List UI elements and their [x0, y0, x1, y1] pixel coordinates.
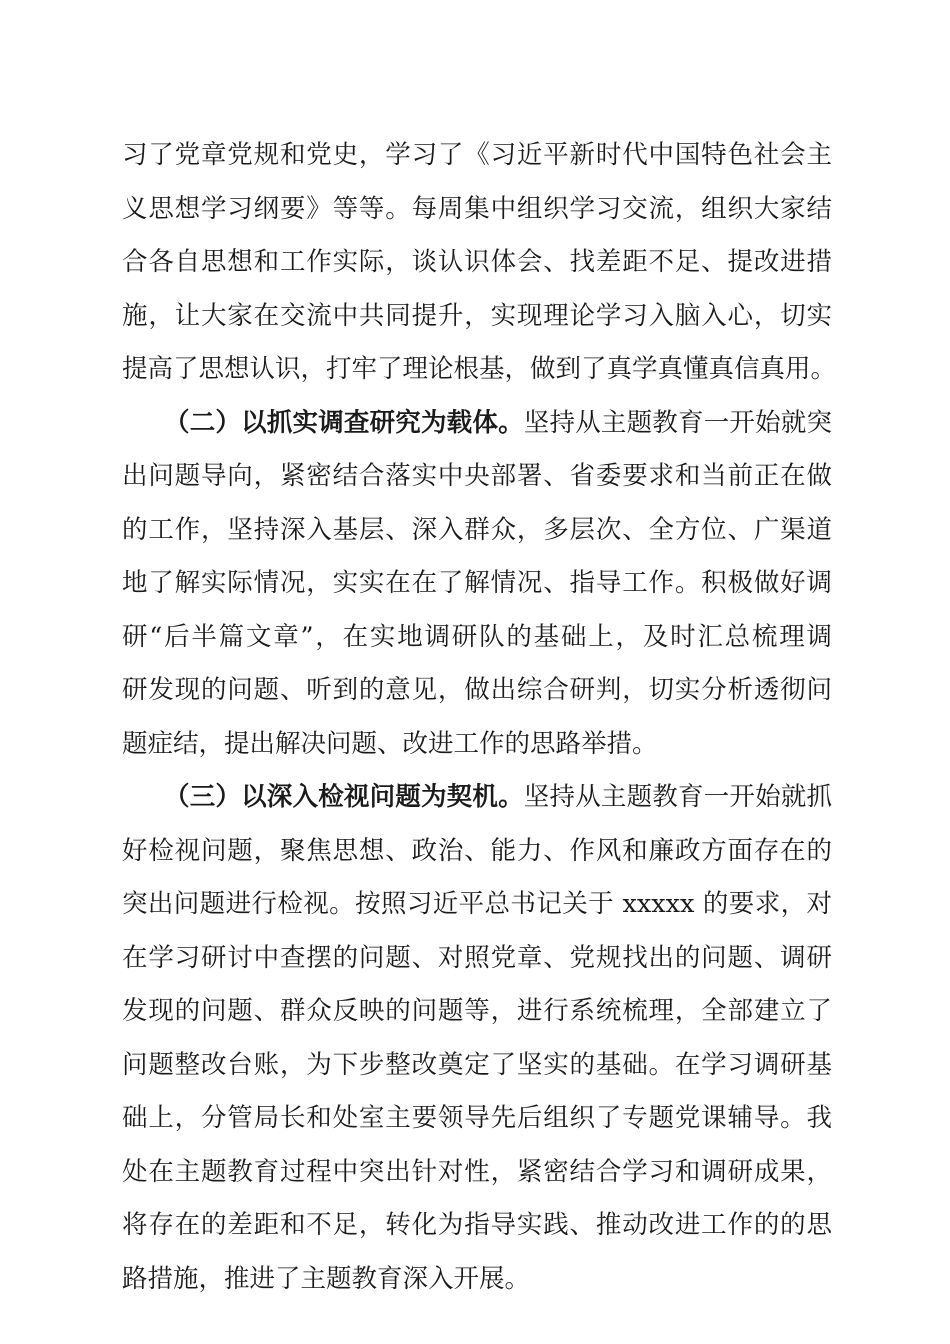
- paragraph-first-line: [122, 771, 832, 825]
- paragraph-study: [122, 129, 837, 397]
- document-body: [122, 129, 837, 1306]
- paragraph-line: 研发现的问题、听到的意见，做出综合研判，切实分析透彻问: [122, 675, 832, 705]
- paragraph-line: 施，让大家在交流中共同提升，实现理论学习入脑入心，切实: [122, 300, 832, 331]
- paragraph-first-line-text: 坚持从主题教育一开始就抓: [523, 782, 832, 812]
- paragraph-research: [122, 397, 832, 772]
- paragraph-line: 在学习研讨中查摆的问题、对照党章、党规找出的问题、调研: [122, 942, 832, 973]
- paragraph-line: 出问题导向，紧密结合落实中央部署、省委要求和当前正在做: [122, 461, 832, 491]
- paragraph-inspection: [122, 771, 832, 1306]
- paragraph-line: 题症结，提出解决问题、改进工作的思路举措。: [122, 728, 658, 759]
- paragraph-line: 义思想学习纲要》等等。每周集中组织学习交流，组织大家结: [122, 193, 832, 224]
- section-heading-3: （三）以深入检视问题为契机。: [164, 782, 524, 812]
- paragraph-line: 研“后半篇文章”，在实地调研队的基础上，及时汇总梳理调: [122, 621, 832, 652]
- paragraph-line: 好检视问题，聚焦思想、政治、能力、作风和廉政方面存在的: [122, 835, 832, 866]
- paragraph-line: 突出问题进行检视。按照习近平总书记关于 xxxxx 的要求，对: [122, 889, 832, 919]
- paragraph-first-line: [122, 397, 832, 451]
- paragraph-line: 路措施，推进了主题教育深入开展。: [122, 1263, 531, 1294]
- paragraph-line: 础上，分管局长和处室主要领导先后组织了专题党课辅导。我: [122, 1103, 832, 1133]
- paragraph-line: 的工作，坚持深入基层、深入群众，多层次、全方位、广渠道: [122, 514, 832, 545]
- paragraph-line: 问题整改台账，为下步整改奠定了坚实的基础。在学习调研基: [122, 1049, 832, 1080]
- paragraph-line: 发现的问题、群众反映的问题等，进行系统梳理，全部建立了: [122, 996, 832, 1026]
- paragraph-first-line-text: 坚持从主题教育一开始就突: [523, 407, 832, 438]
- paragraph-line: 地了解实际情况，实实在在了解情况、指导工作。积极做好调: [122, 568, 832, 598]
- paragraph-line: 习了党章党规和党史，学习了《习近平新时代中国特色社会主: [122, 140, 832, 170]
- paragraph-line: 处在主题教育过程中突出针对性，紧密结合学习和调研成果，: [122, 1156, 832, 1187]
- section-heading-2: （二）以抓实调查研究为载体。: [164, 407, 524, 438]
- paragraph-line: 合各自思想和工作实际，谈认识体会、找差距不足、提改进措: [122, 247, 832, 277]
- paragraph-line: 提高了思想认识，打牢了理论根基，做到了真学真懂真信真用。: [122, 354, 837, 384]
- paragraph-line: 将存在的差距和不足，转化为指导实践、推动改进工作的的思: [122, 1210, 832, 1240]
